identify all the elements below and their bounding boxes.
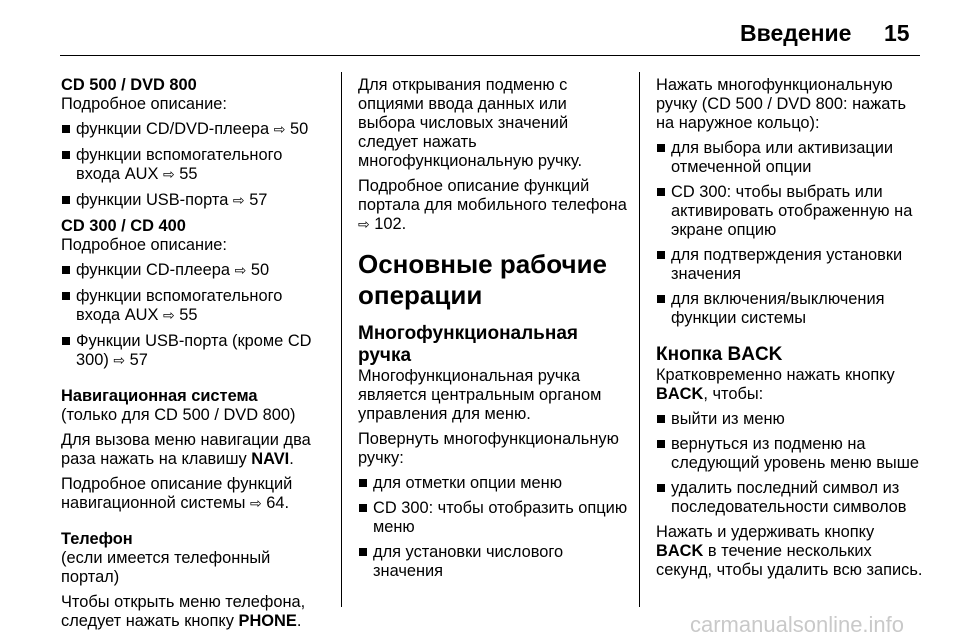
list-item: удалить последний символ из последовательности символов	[656, 479, 926, 517]
dvd-intro: Подробное описание:	[61, 95, 227, 113]
nav-text: Для вызова меню навигации два раза нажать на клавишу NAVI.	[61, 431, 311, 468]
phone-key: PHONE	[238, 612, 297, 630]
column-divider-right	[639, 72, 640, 607]
list-item: для подтверждения установки значения	[656, 246, 926, 284]
submenu-intro: Для открывания подменю с опциями ввода данных или выбора числовых значений следует нажать многофункциональную ручку.	[358, 76, 583, 170]
arrow-icon: ⇨	[162, 308, 175, 324]
column-divider-left	[341, 72, 342, 607]
press-text: Нажать многофункциональную ручку (CD 500 / DVD 800: нажать на наружное кольцо):	[656, 76, 907, 132]
list-item: функции вспомогательного входа AUX ⇨ 55	[61, 287, 329, 326]
list-item: для выбора или активизации отмеченной опции	[656, 139, 926, 177]
back-list	[656, 410, 926, 517]
list-item: для установки числового значения	[358, 543, 628, 581]
turn-text: Повернуть многофункциональную ручку:	[358, 430, 619, 467]
watermark: carmanualsonline.info	[690, 612, 905, 637]
section-heading: Основные рабочие операции	[358, 249, 608, 310]
phone-text: Чтобы открыть меню телефона, следует нажать кнопку PHONE.	[61, 593, 306, 630]
navi-key: NAVI	[251, 450, 290, 468]
hold-text: Нажать и удерживать кнопку BACK в течение нескольких секунд, чтобы удалить всю запись.	[656, 523, 923, 579]
list-item: CD 300: чтобы отобразить опцию меню	[358, 499, 628, 537]
back-text: Кратковременно нажать кнопку BACK, чтобы:	[656, 366, 895, 403]
arrow-icon: ⇨	[232, 193, 245, 209]
arrow-icon: ⇨	[234, 263, 247, 279]
list-item: выйти из меню	[656, 410, 926, 429]
phone-note: (если имеется телефонный портал)	[61, 549, 271, 586]
cd-list	[61, 261, 329, 371]
list-item: функции CD/DVD-плеера ⇨ 50	[61, 120, 329, 140]
list-item: функции USB-порта ⇨ 57	[61, 191, 329, 211]
knob-text: Многофункциональная ручка является центральным органом управления для меню.	[358, 367, 602, 423]
page-header	[0, 0, 960, 60]
list-item: вернуться из подменю на следующий уровень меню выше	[656, 435, 926, 473]
dvd-list	[61, 120, 329, 211]
phone-heading: Телефон	[61, 530, 133, 548]
section-title: Введение	[740, 20, 852, 46]
list-item: функции CD-плеера ⇨ 50	[61, 261, 329, 281]
list-item: функции вспомогательного входа AUX ⇨ 55	[61, 146, 329, 185]
column-3	[656, 76, 926, 586]
list-item: Функции USB-порта (кроме CD 300) ⇨ 57	[61, 332, 329, 371]
back-key: BACK	[656, 542, 704, 560]
back-key: BACK	[656, 385, 704, 403]
cd-intro: Подробное описание:	[61, 236, 227, 254]
column-1	[61, 76, 329, 637]
dvd-heading: CD 500 / DVD 800	[61, 76, 197, 94]
arrow-icon: ⇨	[113, 353, 126, 369]
press-list	[656, 139, 926, 328]
arrow-icon: ⇨	[249, 496, 262, 512]
page-number: 15	[884, 20, 910, 46]
cd-heading: CD 300 / CD 400	[61, 217, 186, 235]
list-item: CD 300: чтобы выбрать или активировать отображенную на экране опцию	[656, 183, 926, 240]
knob-heading: Многофункциональная ручка	[358, 323, 578, 366]
back-heading: Кнопка BACK	[656, 344, 783, 365]
arrow-icon: ⇨	[162, 167, 175, 183]
arrow-icon: ⇨	[358, 217, 370, 233]
column-2	[358, 76, 628, 587]
list-item: для включения/выключения функции системы	[656, 290, 926, 328]
portal-text: Подробное описание функций портала для мобильного телефона ⇨ 102.	[358, 177, 627, 233]
turn-list	[358, 474, 628, 581]
nav-detail: Подробное описание функций навигационной системы ⇨ 64.	[61, 475, 293, 512]
nav-heading: Навигационная система	[61, 387, 258, 405]
arrow-icon: ⇨	[273, 122, 286, 138]
list-item: для отметки опции меню	[358, 474, 628, 493]
header-rule	[60, 55, 920, 56]
nav-note: (только для CD 500 / DVD 800)	[61, 406, 296, 424]
